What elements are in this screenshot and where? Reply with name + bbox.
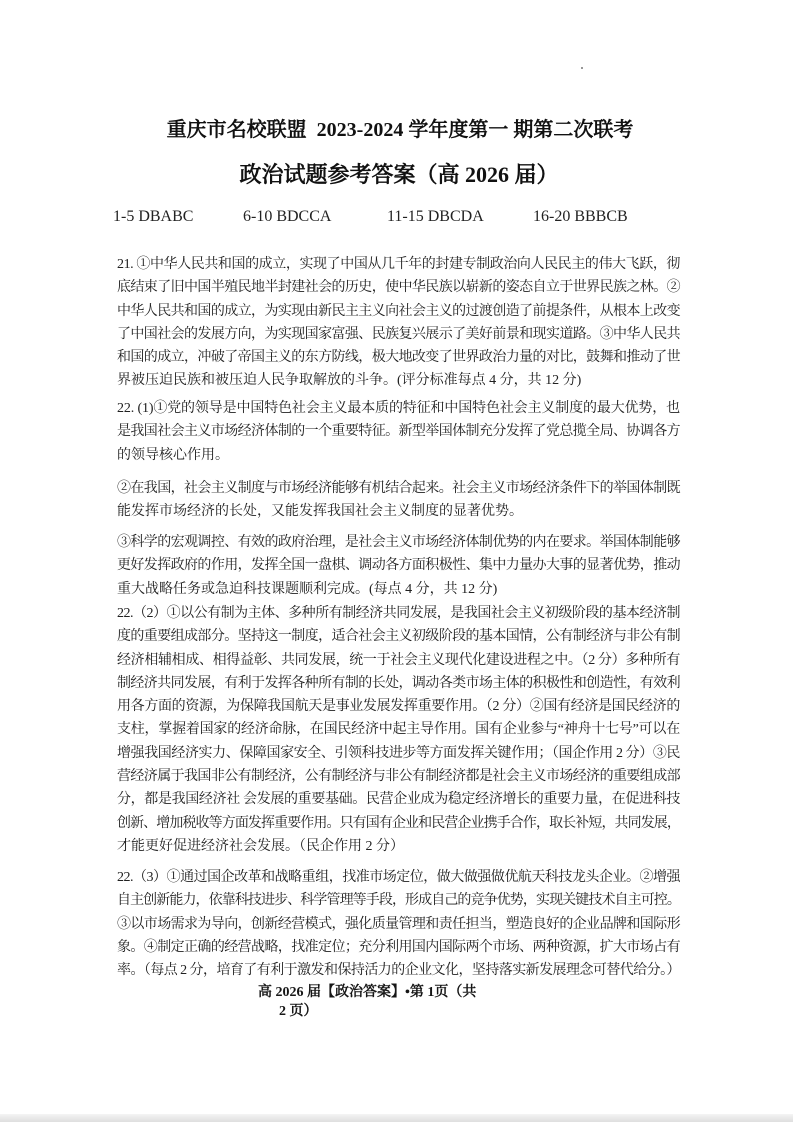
choice-answers-group: 6-10 BDCCA xyxy=(243,208,332,225)
question-21-answer xyxy=(117,253,680,393)
text-line: 象。④制定正确的经营战略，找准定位；充分利用国内国际两个市场、两种资源，扩大市场占有 xyxy=(117,939,680,955)
text-line: 22.（2）①以公有制为主体、多种所有制经济共同发展，是我国社会主义初级阶段的基本经济制 xyxy=(117,606,680,621)
footer-line: 高 2026 届【政治答案】•第 1页（共 xyxy=(258,985,477,1000)
text-line: 界被压迫民族和被压迫人民争取解放的斗争。(评分标准每点 4 分，共 12 分) xyxy=(117,373,582,389)
text-line: 中华人民共和国的成立，为实现由新民主主义向社会主义的过渡创造了前提条件，从根本上改变 xyxy=(117,303,680,319)
text-line: 率。（每点 2 分，培育了有利于激发和保持活力的企业文化，坚持落实新发展理念可替代给分。） xyxy=(117,963,680,979)
text-line: 21. ①中华人民共和国的成立，实现了中国从几千年的封建专制政治向人民民主的伟大飞跃，彻 xyxy=(117,257,680,272)
footer-line: 2 页） xyxy=(279,1004,318,1019)
text-line: 自主创新能力，依靠科技进步、科学管理等手段，形成自己的竞争优势，实现关键技术自主可控。 xyxy=(117,893,680,909)
question-22-2-answer xyxy=(117,602,680,858)
question-22-1-point-3 xyxy=(117,531,680,601)
text-line: 的领导核心作用。 xyxy=(117,447,229,463)
text-line: 创新、增加税收等方面发挥重要作用。只有国有企业和民营企业携手合作，取长补短，共同发展， xyxy=(117,815,680,831)
text-line: 重大战略任务或急迫科技课题顺利完成。(每点 4 分，共 12 分) xyxy=(117,581,498,597)
choice-answers-group: 1-5 DBABC xyxy=(113,208,194,225)
text-line: 才能更好促进经济社会发展。（民企作用 2 分） xyxy=(117,838,404,854)
text-line: 22.（3）①通过国企改革和战略重组，找准市场定位，做大做强做优航天科技龙头企业。②增强 xyxy=(117,870,680,885)
text-line: 经济相辅相成、相得益彰、共同发展，统一于社会主义现代化建设进程之中。（2 分）多种所有 xyxy=(117,652,680,668)
answer-key-title: 政治试题参考答案（高 2026 届） xyxy=(239,162,559,187)
scan-bottom-edge xyxy=(0,1114,793,1122)
question-22-1-point-2 xyxy=(117,477,680,524)
question-22-3-answer xyxy=(117,866,680,982)
text-line: ③以市场需求为导向，创新经营模式，强化质量管理和责任担当，塑造良好的企业品牌和国际形 xyxy=(117,916,680,932)
text-line: 支柱，掌握着国家的经济命脉，在国民经济中起主导作用。国有企业参与“神舟十七号”可以在 xyxy=(117,722,680,738)
text-line: 制经济共同发展，有利于发挥各种所有制的长处，调动各类市场主体的积极性和创造性，有效利 xyxy=(117,675,680,691)
text-line: 营经济属于我国非公有制经济，公有制经济与非公有制经济都是社会主义市场经济的重要组成部 xyxy=(117,769,680,785)
text-line: 能发挥市场经济的长处，又能发挥我国社会主义制度的显著优势。 xyxy=(117,504,523,520)
text-line: 底结束了旧中国半殖民地半封建社会的历史，使中华民族以崭新的姿态自立于世界民族之林。② xyxy=(117,280,680,296)
text-line: 用各方面的资源，为保障我国航天是事业发展发挥重要作用。（2 分）②国有经济是国民经济的 xyxy=(117,699,680,715)
text-line: 增强我国经济实力、保障国家安全、引领科技进步等方面发挥关键作用；（国企作用 2 分）③民 xyxy=(117,745,680,761)
text-line: ③科学的宏观调控、有效的政府治理，是社会主义市场经济体制优势的内在要求。举国体制能够 xyxy=(117,535,680,550)
text-line: 是我国社会主义市场经济体制的一个重要特征。新型举国体制充分发挥了党总揽全局、协调各方 xyxy=(117,424,680,440)
text-line: 和国的成立，冲破了帝国主义的东方防线，极大地改变了世界政治力量的对比，鼓舞和推动了世 xyxy=(117,350,680,366)
question-22-1-point-1 xyxy=(117,397,680,467)
choice-answers-group: 11-15 DBCDA xyxy=(387,208,484,225)
text-line: ②在我国，社会主义制度与市场经济能够有机结合起来。社会主义市场经济条件下的举国体制既 xyxy=(117,481,680,496)
text-line: 了中国社会的发展方向，为实现国家富强、民族复兴展示了美好前景和现实道路。③中华人民共 xyxy=(117,326,680,342)
choice-answers-group: 16-20 BBBCB xyxy=(533,208,628,225)
text-line: 度的重要组成部分。坚持这一制度，适合社会主义初级阶段的基本国情，公有制经济与非公有制 xyxy=(117,629,680,645)
text-line: 22. (1)①党的领导是中国特色社会主义最本质的特征和中国特色社会主义制度的最大优势，也 xyxy=(117,401,680,416)
exam-title: 重庆市名校联盟 2023-2024 学年度第一 期第二次联考 xyxy=(166,119,634,141)
text-line: 分，都是我国经济社 会发展的重要基础。民营企业成为稳定经济增长的重要力量，在促进科技 xyxy=(117,792,680,808)
text-line: 更好发挥政府的作用，发挥全国一盘棋、调动各方面积极性、集中力量办大事的显著优势，推动 xyxy=(117,558,680,574)
scan-speck xyxy=(581,67,583,69)
